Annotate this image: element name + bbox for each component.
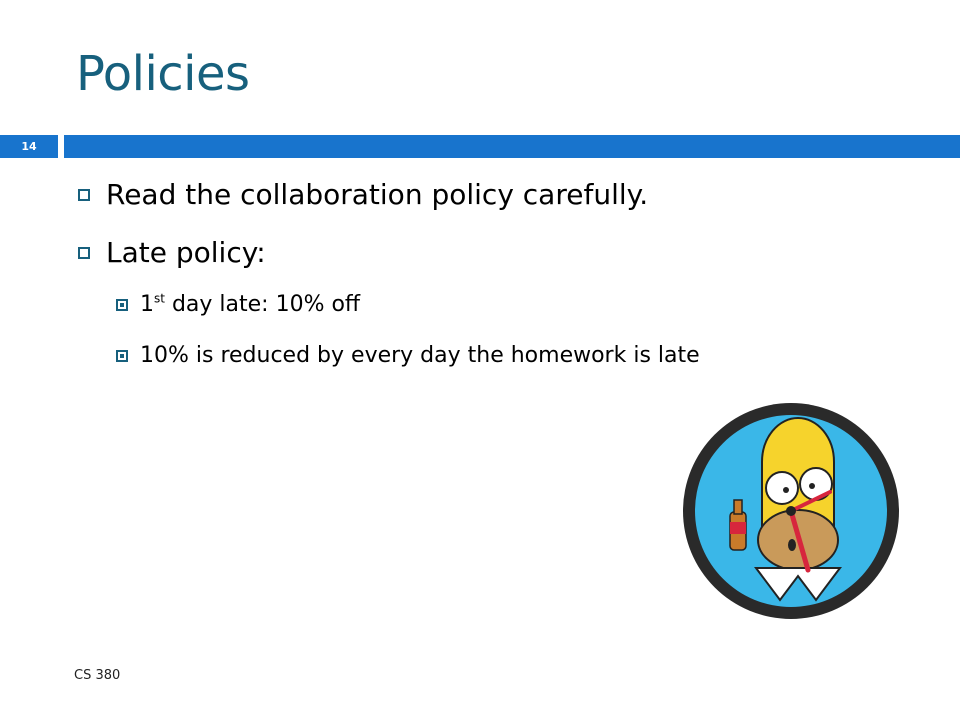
slide-title: Policies xyxy=(76,46,250,102)
bullet-text: Read the collaboration policy carefully. xyxy=(106,178,649,211)
header-rule xyxy=(64,135,960,158)
bullet-late-policy xyxy=(78,236,266,269)
slide-number: 14 xyxy=(0,135,58,158)
sub-bullet-text: 1st day late: 10% off xyxy=(140,291,361,317)
filled-square-bullet-icon xyxy=(116,350,128,362)
sub-bullet-text: 10% is reduced by every day the homework is late xyxy=(140,343,700,368)
sub-bullet-reduction xyxy=(116,343,700,368)
filled-square-bullet-icon xyxy=(116,299,128,311)
square-bullet-icon xyxy=(78,189,90,201)
homer-clock-icon xyxy=(680,400,902,622)
sub-bullet-first-day xyxy=(116,292,360,317)
bullet-text: Late policy: xyxy=(106,236,266,269)
footer-course: CS 380 xyxy=(74,668,121,683)
bullet-collaboration xyxy=(78,178,648,211)
square-bullet-icon xyxy=(78,247,90,259)
